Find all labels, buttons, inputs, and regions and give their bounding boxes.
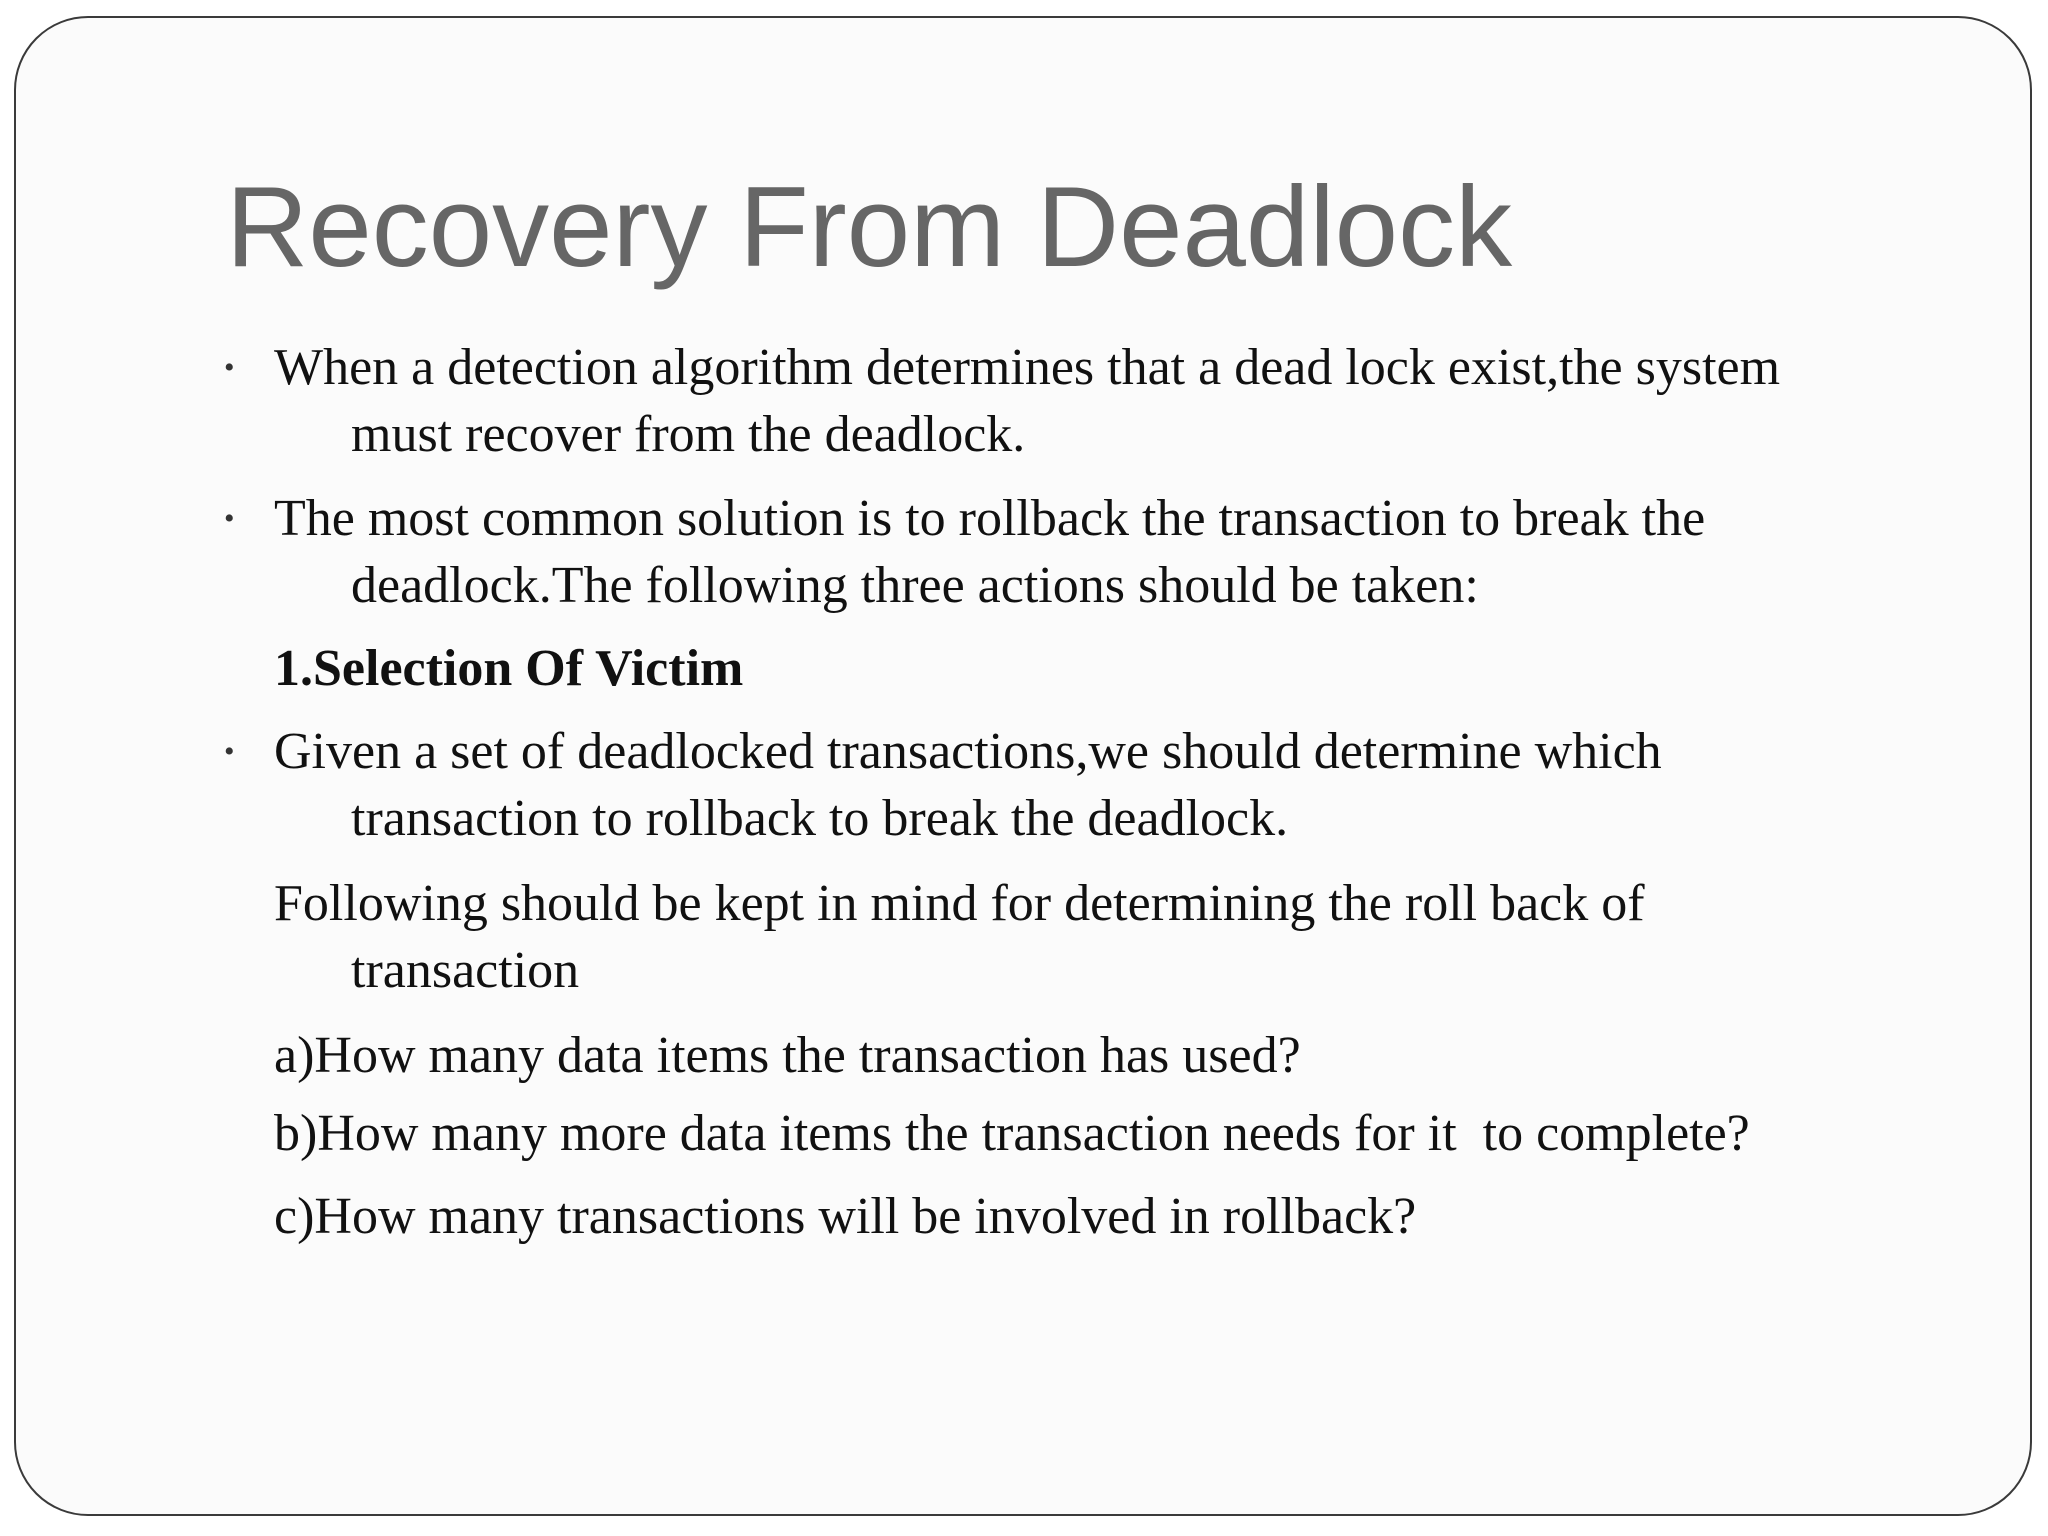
paragraph-rollback-criteria (216, 870, 1916, 1004)
question-text: b)How many more data items the transaction needs for it to complete? (274, 1105, 1750, 1162)
bullet-item-deadlocked-set (216, 718, 1916, 852)
bullet-text-continuation: deadlock.The following three actions should be taken: (351, 557, 1479, 614)
bullet-text-line: Given a set of deadlocked transactions,we should determine which (274, 723, 1662, 780)
question-item-b (216, 1100, 1916, 1167)
paragraph-text-line: Following should be kept in mind for determining the roll back of (274, 875, 1645, 932)
bullet-item-rollback (216, 485, 1916, 619)
paragraph-text-continuation: transaction (351, 942, 580, 999)
bullet-icon: • (224, 351, 235, 384)
question-item-c (216, 1183, 1916, 1250)
section-heading-selection-of-victim (216, 635, 1916, 702)
bullet-text-line: The most common solution is to rollback the transaction to break the (274, 490, 1706, 547)
question-item-a (216, 1022, 1916, 1089)
question-text: c)How many transactions will be involved in rollback? (274, 1188, 1417, 1245)
bullet-text-line: When a detection algorithm determines that a dead lock exist,the system (274, 339, 1781, 396)
bullet-text-continuation: transaction to rollback to break the deadlock. (351, 790, 1289, 847)
bullet-text-continuation: must recover from the deadlock. (351, 406, 1026, 463)
section-heading-text: 1.Selection Of Victim (274, 640, 744, 697)
slide-title: Recovery From Deadlock (226, 164, 1513, 291)
slide-body (216, 334, 1916, 1250)
bullet-icon: • (224, 502, 235, 535)
bullet-icon: • (224, 735, 235, 768)
bullet-item-detection (216, 334, 1916, 468)
question-text: a)How many data items the transaction has used? (274, 1027, 1301, 1084)
